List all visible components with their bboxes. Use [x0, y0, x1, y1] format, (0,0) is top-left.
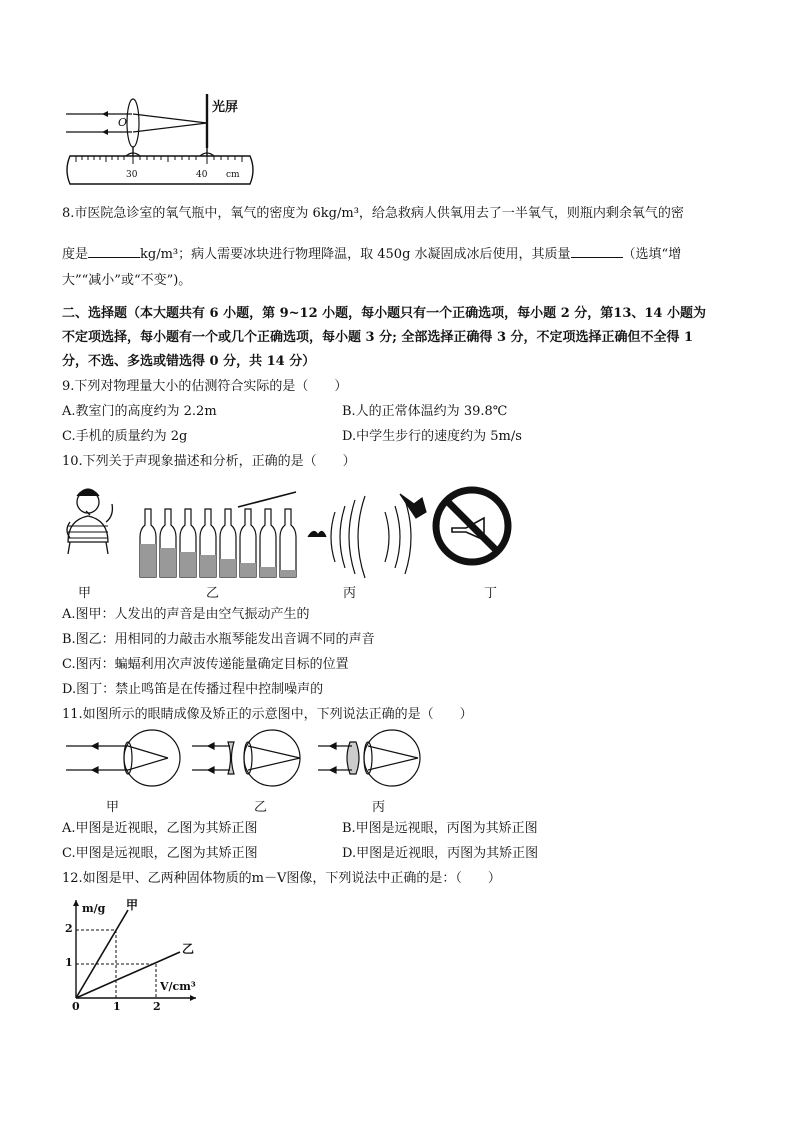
- q9-stem: 9.下列对物理量大小的估测符合实际的是（ ）: [62, 379, 348, 394]
- q10-fig-label-yi: 乙: [206, 586, 220, 601]
- lens-center-label: O: [118, 116, 128, 129]
- q8-line2: [62, 245, 681, 264]
- series-jia-line: [76, 910, 128, 998]
- q10-fig-label-bing: 丙: [343, 586, 357, 601]
- y-tick-2: 2: [65, 922, 73, 935]
- q10-option-d[interactable]: D.图丁：禁止鸣笛是在传播过程中控制噪声的: [62, 682, 324, 697]
- no-honking-sign: [436, 490, 508, 562]
- q8-blank-2[interactable]: [571, 245, 623, 258]
- eye-bing: [318, 730, 420, 786]
- person-illustration: [67, 489, 112, 554]
- q11-option-b[interactable]: B.甲图是远视眼，丙图为其矫正图: [342, 821, 538, 836]
- ruler-label-30: 30: [126, 170, 138, 180]
- lens-bench-figure: [62, 92, 262, 188]
- q10-stem: 10.下列关于声现象描述和分析，正确的是（ ）: [62, 454, 356, 469]
- x-axis-label: V/cm³: [160, 980, 196, 993]
- y-tick-1: 1: [65, 956, 73, 969]
- q9-option-b[interactable]: B.人的正常体温约为 39.8℃: [342, 404, 508, 419]
- screen-label: 光屏: [212, 100, 239, 115]
- section2-line3: 分，不选、多选或错选得 0 分，共 14 分）: [62, 354, 316, 369]
- ruler-label-40: 40: [196, 170, 208, 180]
- q8-line1: 8.市医院急诊室的氧气瓶中，氧气的密度为 6kg/m³，给急救病人供氧用去了一半氧气，则瓶内剩余氧气的密: [62, 206, 684, 221]
- q11-fig-label-bing: 丙: [372, 800, 386, 815]
- q8-line2-c: （选填“增: [622, 247, 682, 262]
- q9-option-d[interactable]: D.中学生步行的速度约为 5m/s: [342, 429, 522, 444]
- q12-stem: 12.如图是甲、乙两种固体物质的m－V图像，下列说法中正确的是：（ ）: [62, 871, 501, 886]
- q10-figures: [60, 482, 530, 582]
- eye-jia: [66, 730, 180, 786]
- origin-label: 0: [72, 1000, 80, 1013]
- q10-fig-label-ding: 丁: [484, 586, 498, 601]
- q11-option-d[interactable]: D.甲图是近视眼，丙图为其矫正图: [342, 846, 539, 861]
- q8-line3: 大”“减小”或“不变”)。: [62, 273, 192, 288]
- q11-eye-svg: [62, 728, 442, 792]
- q8-blank-1[interactable]: [88, 245, 140, 258]
- q8-line2-b: kg/m³；病人需要冰块进行物理降温，取 450g 水凝固成冰后使用，其质量: [140, 247, 571, 262]
- section2-line1: 二、选择题（本大题共有 6 小题，第 9~12 小题，每小题只有一个正确选项，每小题 2 分，第13、14 小题为: [62, 306, 706, 321]
- q11-option-a[interactable]: A.甲图是近视眼，乙图为其矫正图: [62, 821, 258, 836]
- q8-line2-a: 度是: [62, 247, 89, 262]
- q10-fig-label-jia: 甲: [78, 586, 92, 601]
- x-tick-1: 1: [113, 1000, 121, 1013]
- series-jia-label: 甲: [126, 898, 139, 912]
- q11-stem: 11.如图所示的眼睛成像及矫正的示意图中，下列说法正确的是（ ）: [62, 707, 473, 722]
- q10-option-a[interactable]: A.图甲：人发出的声音是由空气振动产生的: [62, 607, 310, 622]
- q12-mv-graph: [62, 894, 202, 1016]
- y-axis-label: m/g: [82, 902, 106, 915]
- q9-option-a[interactable]: A.教室门的高度约为 2.2m: [62, 404, 217, 419]
- q11-eye-figures: [62, 728, 442, 792]
- series-yi-label: 乙: [182, 942, 195, 956]
- q11-option-c[interactable]: C.甲图是远视眼，乙图为其矫正图: [62, 846, 258, 861]
- bat-echolocation-illustration: [308, 494, 426, 578]
- q11-fig-label-yi: 乙: [254, 800, 268, 815]
- ruler-unit-label: cm: [226, 170, 240, 180]
- q10-figures-svg: [60, 482, 530, 582]
- x-tick-2: 2: [153, 1000, 161, 1013]
- eye-yi: [192, 730, 300, 786]
- water-bottles-illustration: [140, 492, 296, 577]
- q10-option-c[interactable]: C.图丙：蝙蝠利用次声波传递能量确定目标的位置: [62, 657, 349, 672]
- q11-fig-label-jia: 甲: [106, 800, 120, 815]
- section2-line2: 不定项选择，每小题有一个或几个正确选项，每小题 3 分; 全部选择正确得 3 分，不定项选择正确但不全得 1: [62, 330, 694, 345]
- q9-option-c[interactable]: C.手机的质量约为 2g: [62, 429, 188, 444]
- q10-option-b[interactable]: B.图乙：用相同的力敲击水瓶琴能发出音调不同的声音: [62, 632, 375, 647]
